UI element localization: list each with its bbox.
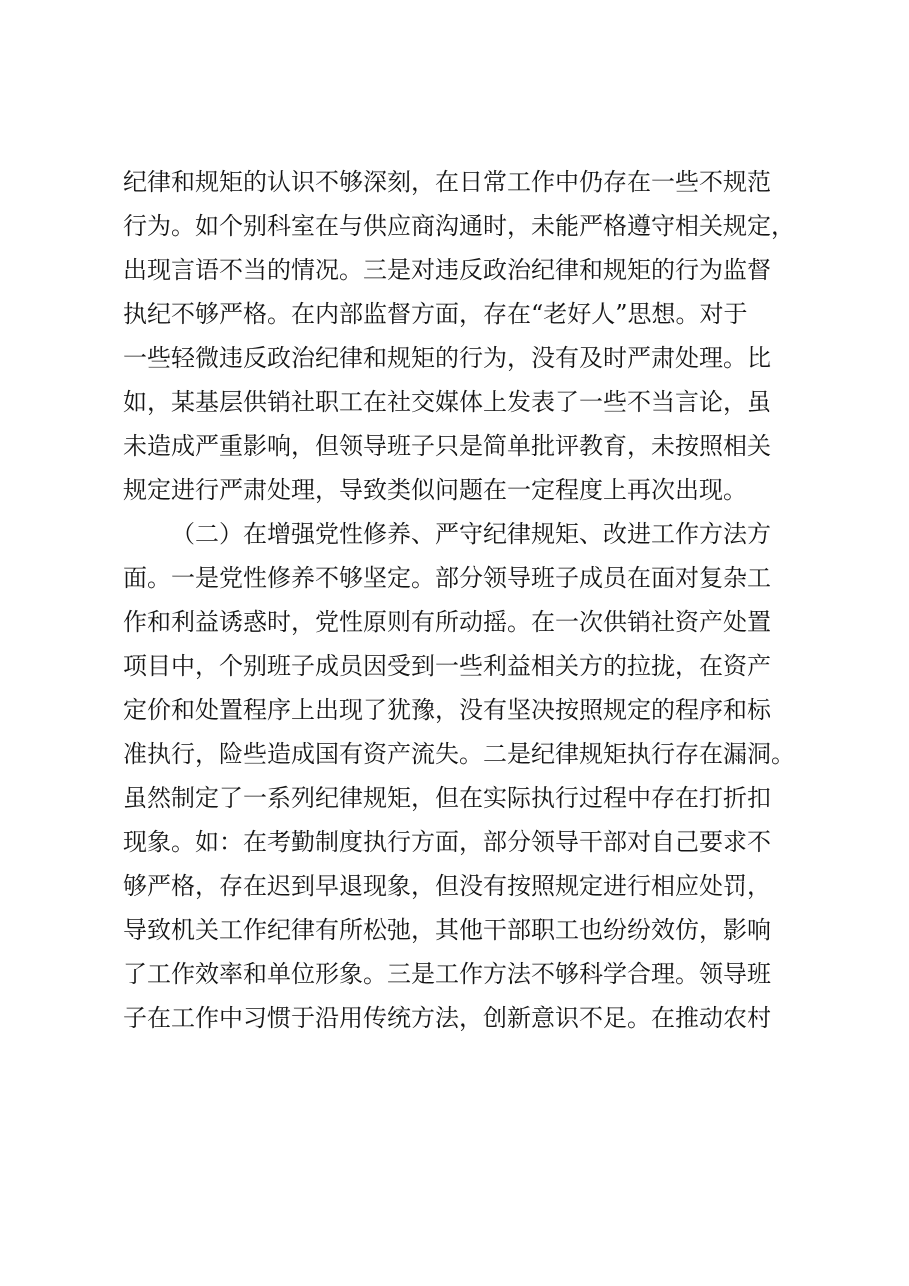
text-line: 出现言语不当的情况。三是对违反政治纪律和规矩的行为监督 <box>123 256 771 284</box>
text-line: 如，某基层供销社职工在社交媒体上发表了一些不当言论，虽 <box>123 388 771 416</box>
text-line: 纪律和规矩的认识不够深刻，在日常工作中仍存在一些不规范 <box>123 168 771 196</box>
text-line: 了工作效率和单位形象。三是工作方法不够科学合理。领导班 <box>123 960 771 988</box>
section-heading-line: （二）在增强党性修养、严守纪律规矩、改进工作方法方 <box>171 520 771 548</box>
text-line: 虽然制定了一系列纪律规矩，但在实际执行过程中存在打折扣 <box>123 784 771 812</box>
text-line: 现象。如：在考勤制度执行方面，部分领导干部对自己要求不 <box>123 828 771 856</box>
text-line: 执纪不够严格。在内部监督方面，存在“老好人”思想。对于 <box>123 300 748 328</box>
text-line: 面。一是党性修养不够坚定。部分领导班子成员在面对复杂工 <box>123 564 771 592</box>
text-line: 未造成严重影响，但领导班子只是简单批评教育，未按照相关 <box>123 432 771 460</box>
text-line: 导致机关工作纪律有所松弛，其他干部职工也纷纷效仿，影响 <box>123 916 771 944</box>
text-line: 定价和处置程序上出现了犹豫，没有坚决按照规定的程序和标 <box>123 696 771 724</box>
text-line: 一些轻微违反政治纪律和规矩的行为，没有及时严肃处理。比 <box>123 344 771 372</box>
text-line: 作和利益诱惑时，党性原则有所动摇。在一次供销社资产处置 <box>123 608 771 636</box>
text-line: 项目中，个别班子成员因受到一些利益相关方的拉拢，在资产 <box>123 652 771 680</box>
text-line: 够严格，存在迟到早退现象，但没有按照规定进行相应处罚， <box>123 872 771 900</box>
text-line: 子在工作中习惯于沿用传统方法，创新意识不足。在推动农村 <box>123 1004 771 1032</box>
text-line: 规定进行严肃处理，导致类似问题在一定程度上再次出现。 <box>123 476 747 504</box>
text-line: 准执行，险些造成国有资产流失。二是纪律规矩执行存在漏洞。 <box>123 740 795 768</box>
text-line: 行为。如个别科室在与供应商沟通时，未能严格遵守相关规定， <box>123 212 795 240</box>
